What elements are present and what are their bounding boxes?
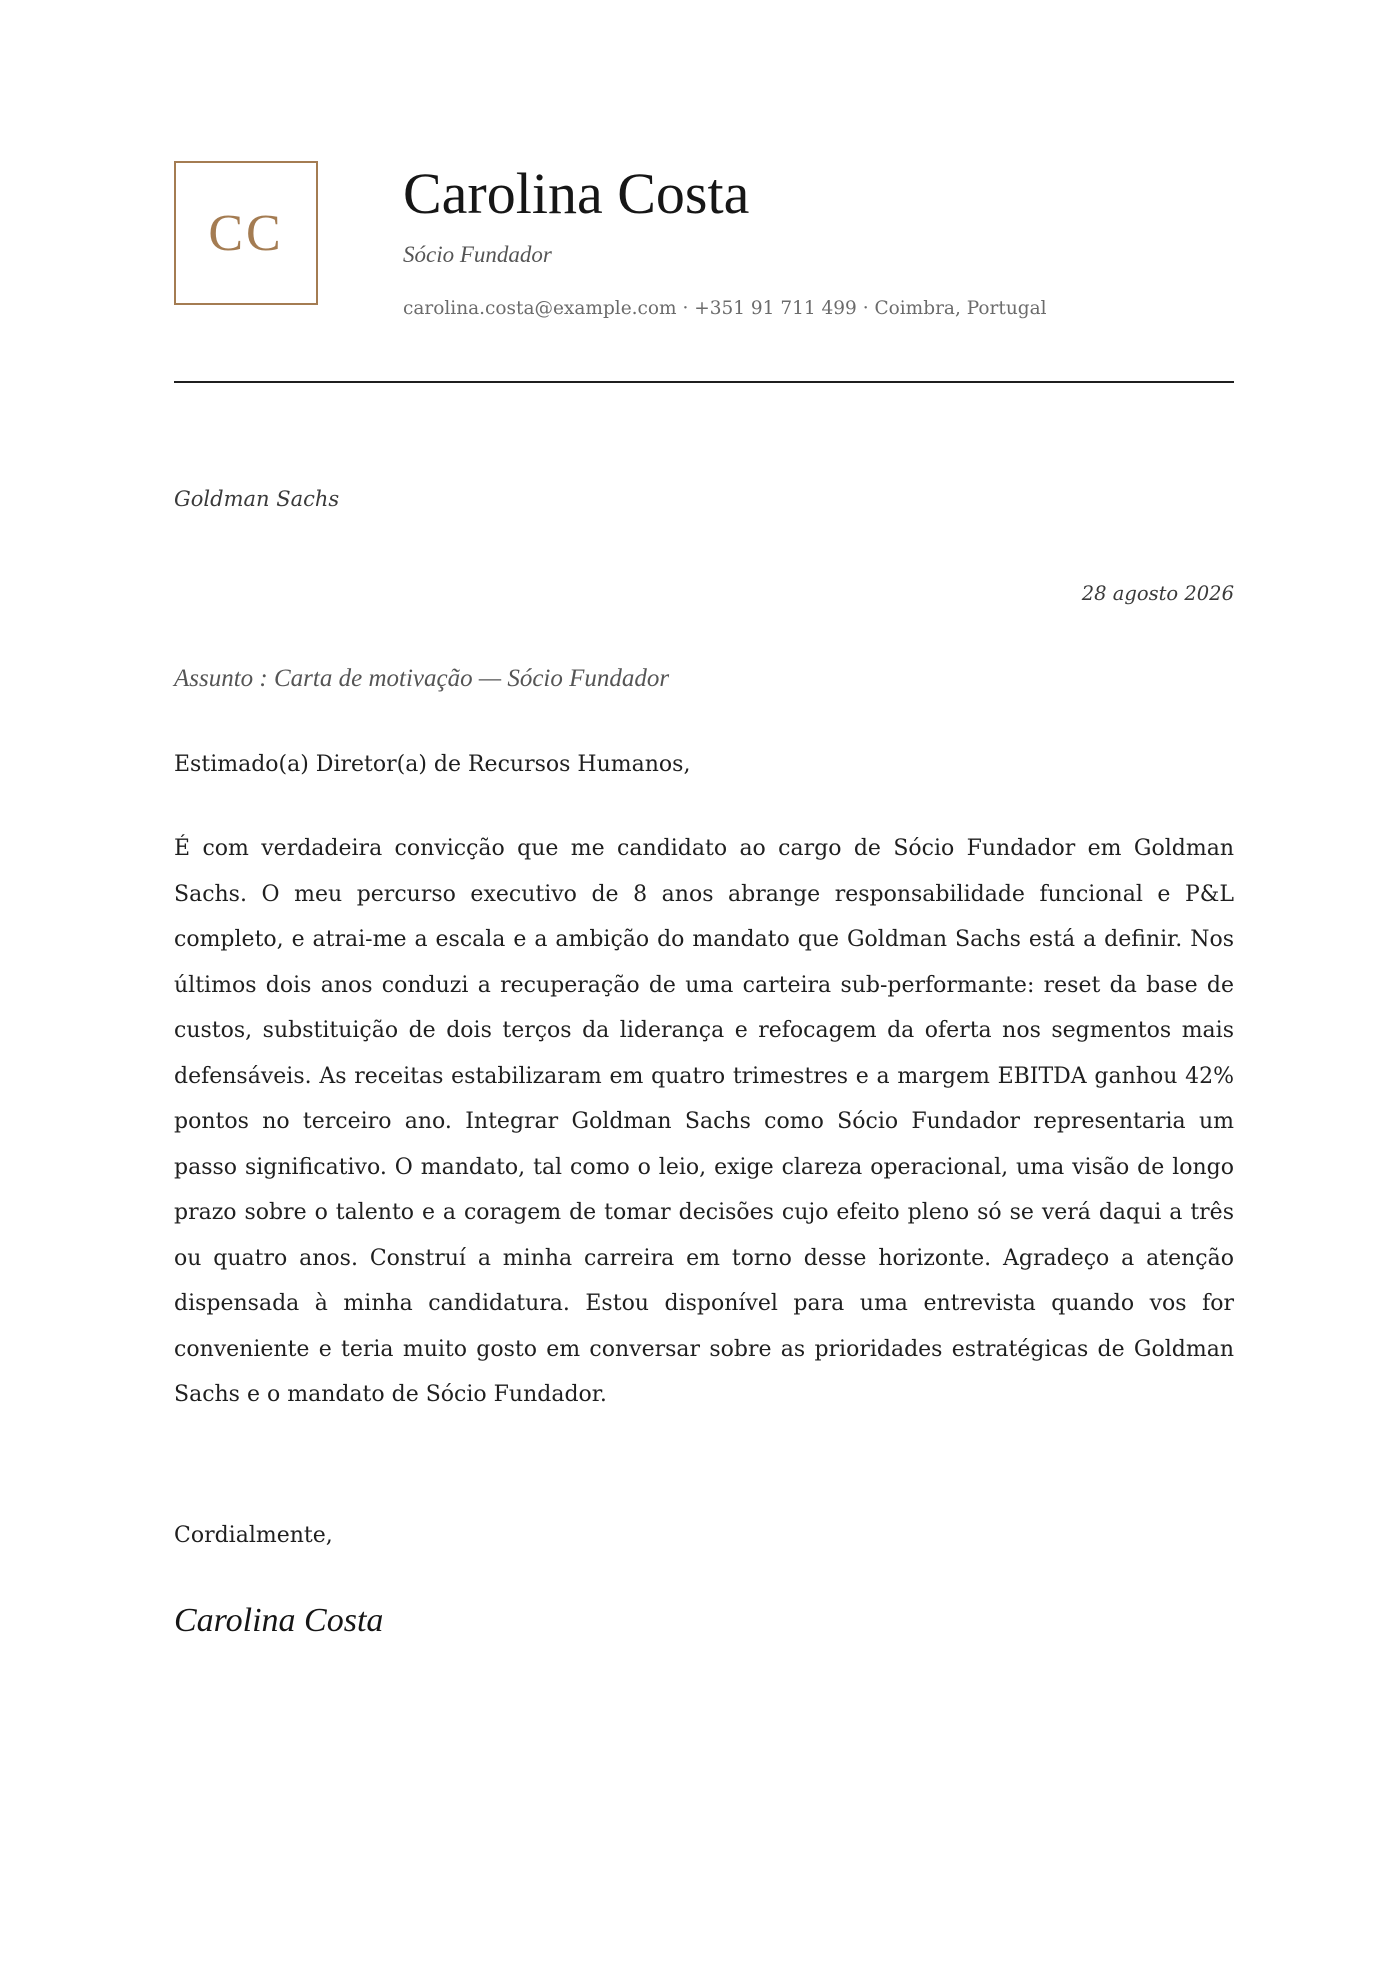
letter-closing: Cordialmente, <box>174 1523 333 1548</box>
monogram-logo: CC <box>174 161 318 305</box>
applicant-role: Sócio Fundador <box>403 242 552 267</box>
letter-signature: Carolina Costa <box>174 1602 384 1639</box>
cover-letter-page <box>174 0 1234 1980</box>
recipient-company: Goldman Sachs <box>174 487 340 511</box>
letter-body: É com verdadeira convicção que me candidato ao cargo de Sócio Fundador em Goldman Sachs. O meu percurso executivo de 8 anos abrange responsabilidade funcional e P&L completo, e atrai-me a escala e a ambição do mandato que Goldman Sachs está a definir. Nos últimos dois anos conduzi a recuperação de uma carteira sub-performante: reset da base de custos, substituição de dois terços da liderança e refocagem da oferta nos segmentos mais defensáveis. As receitas estabilizaram em quatro trimestres e a margem EBITDA ganhou 42% pontos no terceiro ano. Integrar Goldman Sachs como Sócio Fundador representaria um passo significativo. O mandato, tal como o leio, exige clareza operacional, uma visão de longo prazo sobre o talento e a coragem de tomar decisões cujo efeito pleno só se verá daqui a três ou quatro anos. Construí a minha carreira em torno desse horizonte. Agradeço a atenção dispensada à minha candidatura. Estou disponível para uma entrevista quando vos for conveniente e teria muito gosto em conversar sobre as prioridades estratégicas de Goldman Sachs e o mandato de Sócio Fundador. <box>174 836 1234 1407</box>
applicant-name: Carolina Costa <box>403 161 750 226</box>
letter-date: 28 agosto 2026 <box>1081 582 1234 605</box>
letter-subject: Assunto : Carta de motivação — Sócio Fundador <box>174 665 670 692</box>
header-divider <box>174 381 1234 383</box>
letter-greeting: Estimado(a) Diretor(a) de Recursos Humanos, <box>174 752 691 777</box>
contact-line: carolina.costa@example.com · +351 91 711 499 · Coimbra, Portugal <box>403 298 1047 319</box>
